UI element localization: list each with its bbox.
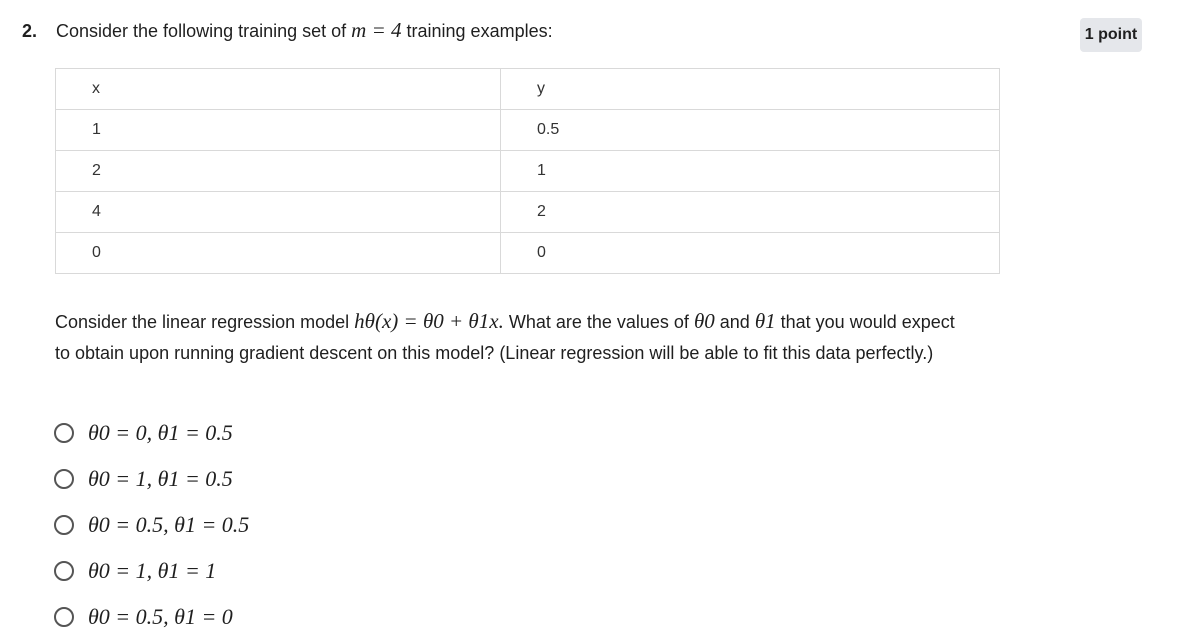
table-cell-x: 4: [56, 192, 501, 233]
answer-option[interactable]: [54, 456, 249, 502]
points-badge: 1 point: [1080, 18, 1142, 52]
table-row: [56, 233, 1000, 274]
answer-option[interactable]: [54, 502, 249, 548]
table-cell-y: 2: [501, 192, 1000, 233]
option-label: θ0 = 1, θ1 = 1: [88, 558, 217, 583]
body-text-and: and: [714, 312, 755, 332]
radio-button[interactable]: [54, 607, 74, 627]
table-header-row: [56, 69, 1000, 110]
answer-options: [54, 410, 249, 640]
model-formula: hθ(x) = θ0 + θ1x.: [354, 309, 504, 333]
answer-option[interactable]: [54, 594, 249, 640]
option-label: θ0 = 0.5, θ1 = 0: [88, 604, 233, 629]
question-body: [55, 306, 965, 368]
option-label: θ0 = 1, θ1 = 0.5: [88, 466, 233, 491]
theta0-symbol: θ0: [693, 309, 715, 333]
prompt-math: m = 4: [351, 18, 402, 42]
radio-button[interactable]: [54, 561, 74, 581]
question-prompt: [56, 18, 553, 43]
table-row: [56, 151, 1000, 192]
table-cell-x: 1: [56, 110, 501, 151]
body-text-part2: What are the values of: [503, 312, 694, 332]
option-label: θ0 = 0, θ1 = 0.5: [88, 420, 233, 445]
answer-option[interactable]: [54, 548, 249, 594]
column-header-y: y: [501, 69, 1000, 110]
theta1-symbol: θ1: [754, 309, 776, 333]
table-row: [56, 192, 1000, 233]
option-label: θ0 = 0.5, θ1 = 0.5: [88, 512, 250, 537]
radio-button[interactable]: [54, 423, 74, 443]
answer-option[interactable]: [54, 410, 249, 456]
table-cell-x: 0: [56, 233, 501, 274]
table-cell-y: 0.5: [501, 110, 1000, 151]
question-header: [22, 18, 553, 43]
body-text-part3: that you would expect to obtain upon running gradient descent on this model? (Linear regression will be able to fit this data perfectly.): [55, 312, 955, 363]
prompt-text-before: Consider the following training set of: [56, 21, 352, 41]
training-set-table: [55, 68, 1000, 274]
table-cell-y: 1: [501, 151, 1000, 192]
table-cell-x: 2: [56, 151, 501, 192]
table-cell-y: 0: [501, 233, 1000, 274]
radio-button[interactable]: [54, 469, 74, 489]
table-row: [56, 110, 1000, 151]
column-header-x: x: [56, 69, 501, 110]
radio-button[interactable]: [54, 515, 74, 535]
prompt-text-after: training examples:: [401, 21, 553, 41]
body-text-part1: Consider the linear regression model: [55, 312, 355, 332]
question-number: 2.: [22, 21, 38, 41]
